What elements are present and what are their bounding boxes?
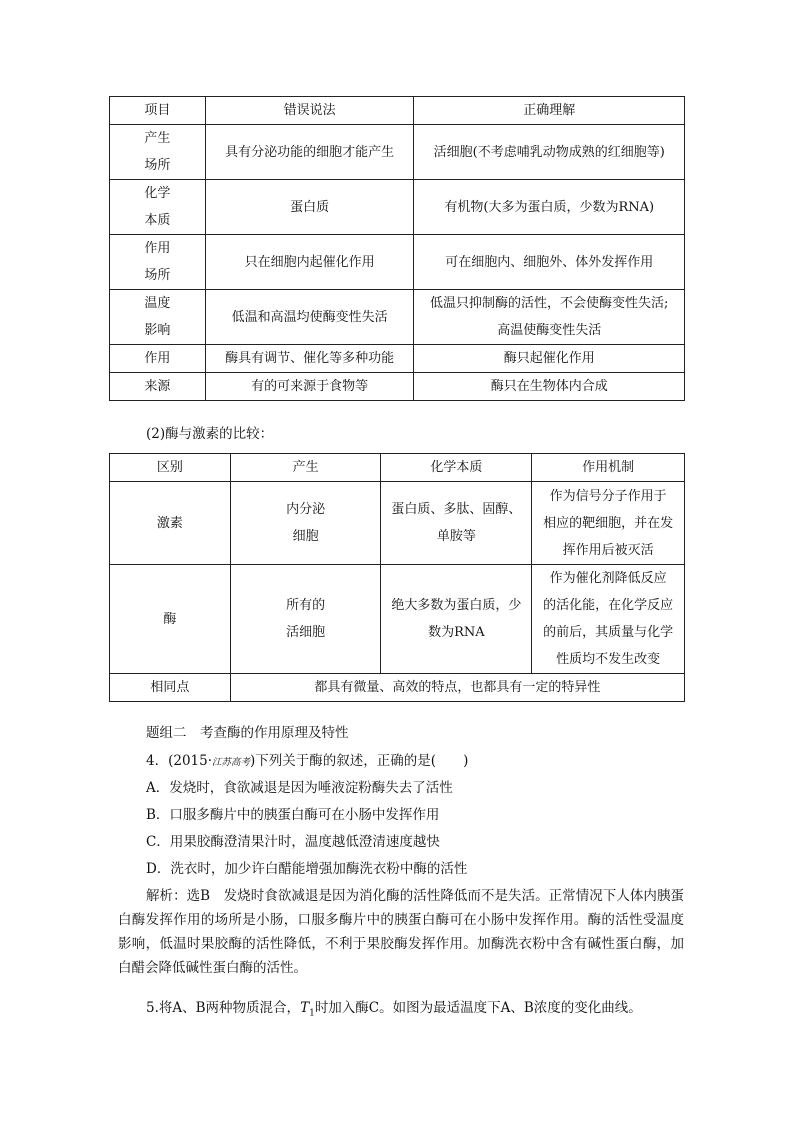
- row-right: 酶只在生物体内合成: [414, 373, 685, 401]
- row-right: 可在细胞内、细胞外、体外发挥作用: [414, 235, 685, 290]
- question-4-analysis: [118, 884, 684, 980]
- header-right: 正确理解: [414, 97, 685, 125]
- row-item: 产生 场所: [110, 125, 206, 180]
- row-right: 低温只抑制酶的活性，不会使酶变性失活; 高温使酶变性失活: [414, 290, 685, 345]
- question-5-stem: 5.将A、B两种物质混合，$T_1$时加入酶C。如图为最适温度下A、B浓度的变化曲线。: [146, 1000, 642, 1019]
- row-item: 作用 场所: [110, 235, 206, 290]
- common-label: 相同点: [110, 674, 231, 702]
- enzyme-misconception-table: [109, 96, 685, 401]
- option-b: B．口服多酶片中的胰蛋白酶可在小肠中发挥作用: [146, 807, 440, 823]
- row-wrong: 只在细胞内起催化作用: [205, 235, 414, 290]
- group-2-title: 题组二 考查酶的作用原理及特性: [146, 725, 349, 741]
- row-nature: 绝大多数为蛋白质，少 数为RNA: [381, 565, 532, 674]
- row-right: 酶只起催化作用: [414, 345, 685, 373]
- row-origin: 所有的 活细胞: [230, 565, 381, 674]
- header-wrong: 错误说法: [205, 97, 414, 125]
- row-origin: 内分泌 细胞: [230, 482, 381, 565]
- analysis-text: 发烧时食欲减退是因为消化酶的活性降低而不是失活。正常情况下人体内胰蛋白酶发挥作用的场所是小肠，口服多酶片中的胰蛋白酶可在小肠中发挥作用。酶的活性受温度影响，低温时果胶酶的活性降低，不利于果胶酶发挥作用。加酶洗衣粉中含有碱性蛋白酶，加白醋会降低碱性蛋白酶的活性。: [118, 888, 685, 976]
- analysis-label: 解析：选B: [146, 888, 211, 904]
- section-2-title: (2)酶与激素的比较：: [146, 426, 274, 442]
- table-row: [110, 482, 685, 565]
- header-item: 项目: [110, 97, 206, 125]
- table-header-row: [110, 97, 685, 125]
- row-mechanism: 作为催化剂降低反应 的活化能，在化学反应 的前后，其质量与化学 性质均不发生改变: [532, 565, 685, 674]
- table-row: [110, 373, 685, 401]
- row-item: 作用: [110, 345, 206, 373]
- row-right: 有机物(大多为蛋白质，少数为RNA): [414, 180, 685, 235]
- option-d: D．洗衣时，加少许白醋能增强加酶洗衣粉中酶的活性: [146, 861, 468, 877]
- table-row: [110, 235, 685, 290]
- header-mechanism: 作用机制: [532, 454, 685, 482]
- row-wrong: 酶具有调节、催化等多种功能: [205, 345, 414, 373]
- row-name: 酶: [110, 565, 231, 674]
- row-mechanism: 作为信号分子作用于 相应的靶细胞，并在发 挥作用后被灭活: [532, 482, 685, 565]
- row-item: 温度 影响: [110, 290, 206, 345]
- header-nature: 化学本质: [381, 454, 532, 482]
- row-wrong: 有的可来源于食物等: [205, 373, 414, 401]
- row-wrong: 蛋白质: [205, 180, 414, 235]
- question-4-stem: 4．(2015·江苏高考)下列关于酶的叙述，正确的是( ): [146, 753, 469, 769]
- header-origin: 产生: [230, 454, 381, 482]
- table-row: [110, 345, 685, 373]
- table-row: [110, 290, 685, 345]
- enzyme-hormone-comparison-table: [109, 453, 685, 702]
- table-row: [110, 180, 685, 235]
- common-text: 都具有微量、高效的特点，也都具有一定的特异性: [230, 674, 684, 702]
- header-difference: 区别: [110, 454, 231, 482]
- row-name: 激素: [110, 482, 231, 565]
- option-a: A．发烧时，食欲减退是因为唾液淀粉酶失去了活性: [146, 780, 453, 796]
- row-nature: 蛋白质、多肽、固醇、 单胺等: [381, 482, 532, 565]
- option-c: C．用果胶酶澄清果汁时，温度越低澄清速度越快: [146, 834, 440, 850]
- row-item: 化学 本质: [110, 180, 206, 235]
- table-row: [110, 125, 685, 180]
- table-header-row: [110, 454, 685, 482]
- question-source: 江苏高考: [212, 757, 251, 768]
- row-wrong: 具有分泌功能的细胞才能产生: [205, 125, 414, 180]
- table-row: [110, 565, 685, 674]
- table-row: [110, 674, 685, 702]
- row-item: 来源: [110, 373, 206, 401]
- row-right: 活细胞(不考虑哺乳动物成熟的红细胞等): [414, 125, 685, 180]
- row-wrong: 低温和高温均使酶变性失活: [205, 290, 414, 345]
